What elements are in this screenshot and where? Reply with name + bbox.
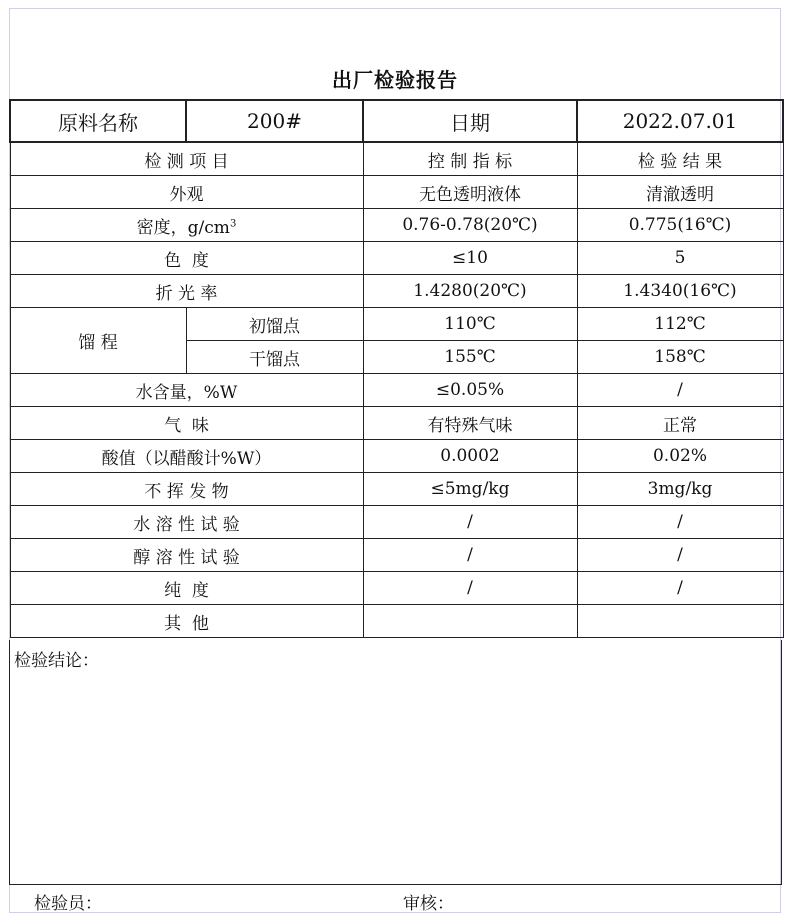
row-result: 1.4340(16℃) xyxy=(577,275,783,308)
row-result: 0.02% xyxy=(577,440,783,473)
row-result: / xyxy=(577,539,783,572)
inspector-label: 检验员： xyxy=(34,894,102,914)
row-standard: ≤0.05% xyxy=(363,374,577,407)
row-label: 不 挥 发 物 xyxy=(10,473,363,506)
sub-row-label: 干馏点 xyxy=(186,341,363,374)
column-header-row xyxy=(10,142,783,176)
row-standard: 有特殊气味 xyxy=(363,407,577,440)
conclusion-label: 检验结论： xyxy=(14,651,99,671)
row-result: 0.775(16℃) xyxy=(577,209,783,242)
row-label: 水 溶 性 试 验 xyxy=(10,506,363,539)
row-label: 其 他 xyxy=(10,605,363,638)
table-row xyxy=(10,209,783,242)
density-superscript: 3 xyxy=(229,217,237,229)
table-row xyxy=(10,242,783,275)
row-result xyxy=(577,605,783,638)
distillation-label: 馏 程 xyxy=(10,308,186,374)
row-result: / xyxy=(577,374,783,407)
row-standard: / xyxy=(363,572,577,605)
row-standard: 0.76-0.78(20℃) xyxy=(363,209,577,242)
row-result: / xyxy=(577,572,783,605)
date-value: 2022.07.01 xyxy=(577,100,783,142)
row-label: 水含量，%W xyxy=(10,374,363,407)
row-label xyxy=(10,209,363,242)
table-row xyxy=(10,275,783,308)
row-result: / xyxy=(577,506,783,539)
row-standard: 0.0002 xyxy=(363,440,577,473)
table-row xyxy=(10,440,783,473)
date-label: 日期 xyxy=(363,100,577,142)
sub-row-label: 初馏点 xyxy=(186,308,363,341)
row-standard: 110℃ xyxy=(363,308,577,341)
row-label: 酸值（以醋酸计%W） xyxy=(10,440,363,473)
col-item-header: 检 测 项 目 xyxy=(10,142,363,176)
table-row xyxy=(10,572,783,605)
row-standard: / xyxy=(363,539,577,572)
row-label: 纯 度 xyxy=(10,572,363,605)
header-row xyxy=(10,100,783,142)
reviewer-label: 审核： xyxy=(403,894,454,914)
material-name-label: 原料名称 xyxy=(10,100,186,142)
conclusion-box xyxy=(9,640,782,885)
col-standard-header: 控 制 指 标 xyxy=(363,142,577,176)
table-row xyxy=(10,308,783,341)
row-label: 折 光 率 xyxy=(10,275,363,308)
table-row xyxy=(10,473,783,506)
row-standard xyxy=(363,605,577,638)
row-standard: 无色透明液体 xyxy=(363,176,577,209)
row-standard: / xyxy=(363,506,577,539)
row-label: 醇 溶 性 试 验 xyxy=(10,539,363,572)
row-result: 5 xyxy=(577,242,783,275)
row-label: 色 度 xyxy=(10,242,363,275)
row-standard: 155℃ xyxy=(363,341,577,374)
row-standard: 1.4280(20℃) xyxy=(363,275,577,308)
row-result: 158℃ xyxy=(577,341,783,374)
row-label: 外观 xyxy=(10,176,363,209)
row-result: 清澈透明 xyxy=(577,176,783,209)
material-name-value: 200# xyxy=(186,100,363,142)
row-standard: ≤10 xyxy=(363,242,577,275)
density-label: 密度，g/cm xyxy=(136,217,230,238)
table-row xyxy=(10,374,783,407)
col-result-header: 检 验 结 果 xyxy=(577,142,783,176)
row-result: 3mg/kg xyxy=(577,473,783,506)
table-row xyxy=(10,506,783,539)
table-row xyxy=(10,407,783,440)
inspection-table xyxy=(9,99,784,638)
row-label: 气 味 xyxy=(10,407,363,440)
table-row xyxy=(10,176,783,209)
report-title: 出厂检验报告 xyxy=(332,68,458,92)
row-standard: ≤5mg/kg xyxy=(363,473,577,506)
row-result: 112℃ xyxy=(577,308,783,341)
table-row xyxy=(10,539,783,572)
row-result: 正常 xyxy=(577,407,783,440)
table-row xyxy=(10,605,783,638)
